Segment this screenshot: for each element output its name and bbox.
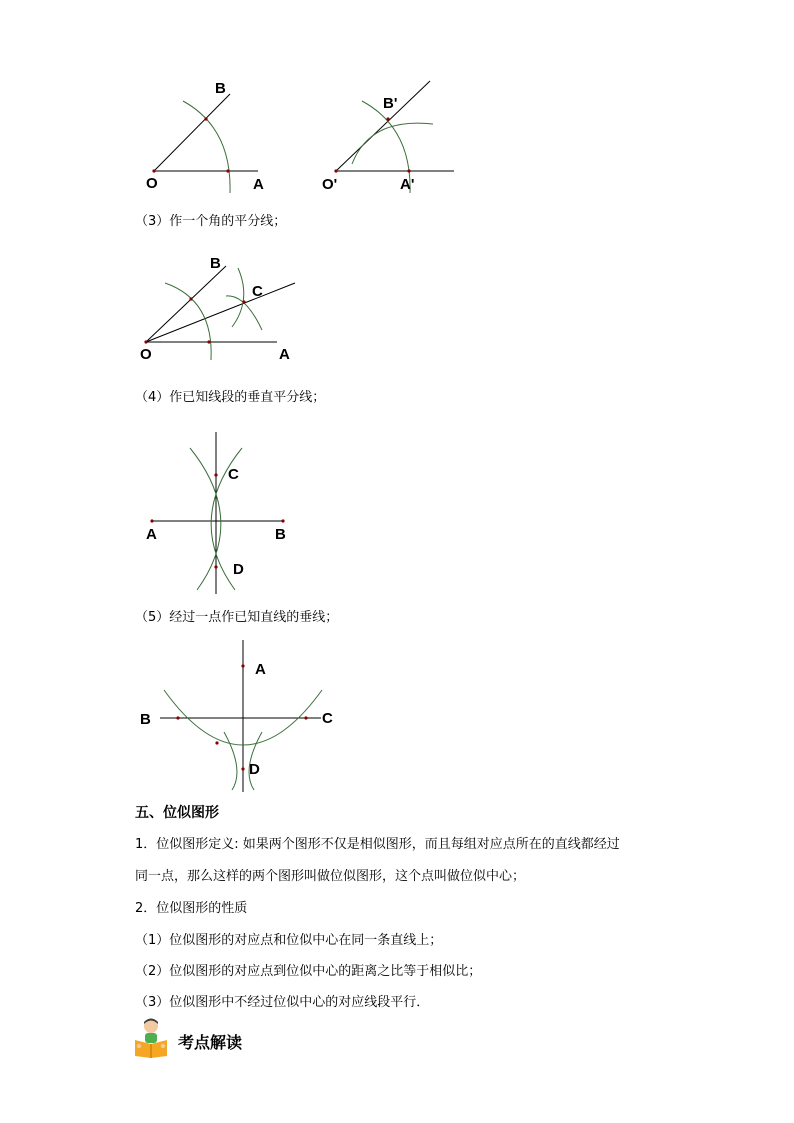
label-O: O <box>140 346 152 363</box>
label-B: B <box>140 711 151 728</box>
label-A: A <box>146 526 157 543</box>
property-item-1: （1）位似图形的对应点和位似中心在同一条直线上； <box>135 933 443 948</box>
label-D: D <box>233 561 244 578</box>
label-D: D <box>249 761 260 778</box>
label-O: O <box>146 175 158 192</box>
caption-perpendicular-through-point: （5）经过一点作已知直线的垂线； <box>135 610 339 625</box>
caption-perpendicular-bisector: （4）作已知线段的垂直平分线； <box>135 390 326 405</box>
figure-perpendicular-through-point <box>0 636 794 796</box>
caption-angle-bisector: （3）作一个角的平分线； <box>135 214 287 229</box>
reading-person-icon <box>133 1016 169 1058</box>
property-item-2: （2）位似图形的对应点到位似中心的距离之比等于相似比； <box>135 964 482 979</box>
label-A: A <box>255 661 266 678</box>
figure-angle-bisector <box>0 250 794 365</box>
label-A-prime: A' <box>400 176 415 193</box>
label-B: B <box>215 80 226 97</box>
label-A: A <box>279 346 290 363</box>
property-item-3: （3）位似图形中不经过位似中心的对应线段平行． <box>135 995 430 1010</box>
label-B-prime: B' <box>383 95 398 112</box>
label-O-prime: O' <box>322 176 338 193</box>
label-B: B <box>210 255 221 272</box>
label-C: C <box>252 283 263 300</box>
definition-line-1: 1．位似图形定义: 如果两个图形不仅是相似图形，而且每组对应点所在的直线都经过 <box>135 837 620 852</box>
label-C: C <box>228 466 239 483</box>
label-A: A <box>253 176 264 193</box>
properties-heading: 2．位似图形的性质 <box>135 901 248 916</box>
figure-copy-angle <box>0 70 794 200</box>
figure-perpendicular-bisector <box>0 428 794 598</box>
kaodian-label: 考点解读 <box>178 1033 243 1052</box>
label-C: C <box>322 710 333 727</box>
label-B: B <box>275 526 286 543</box>
section-title: 五、位似图形 <box>135 805 219 821</box>
definition-line-2: 同一点，那么这样的两个图形叫做位似图形，这个点叫做位似中心； <box>135 869 526 884</box>
